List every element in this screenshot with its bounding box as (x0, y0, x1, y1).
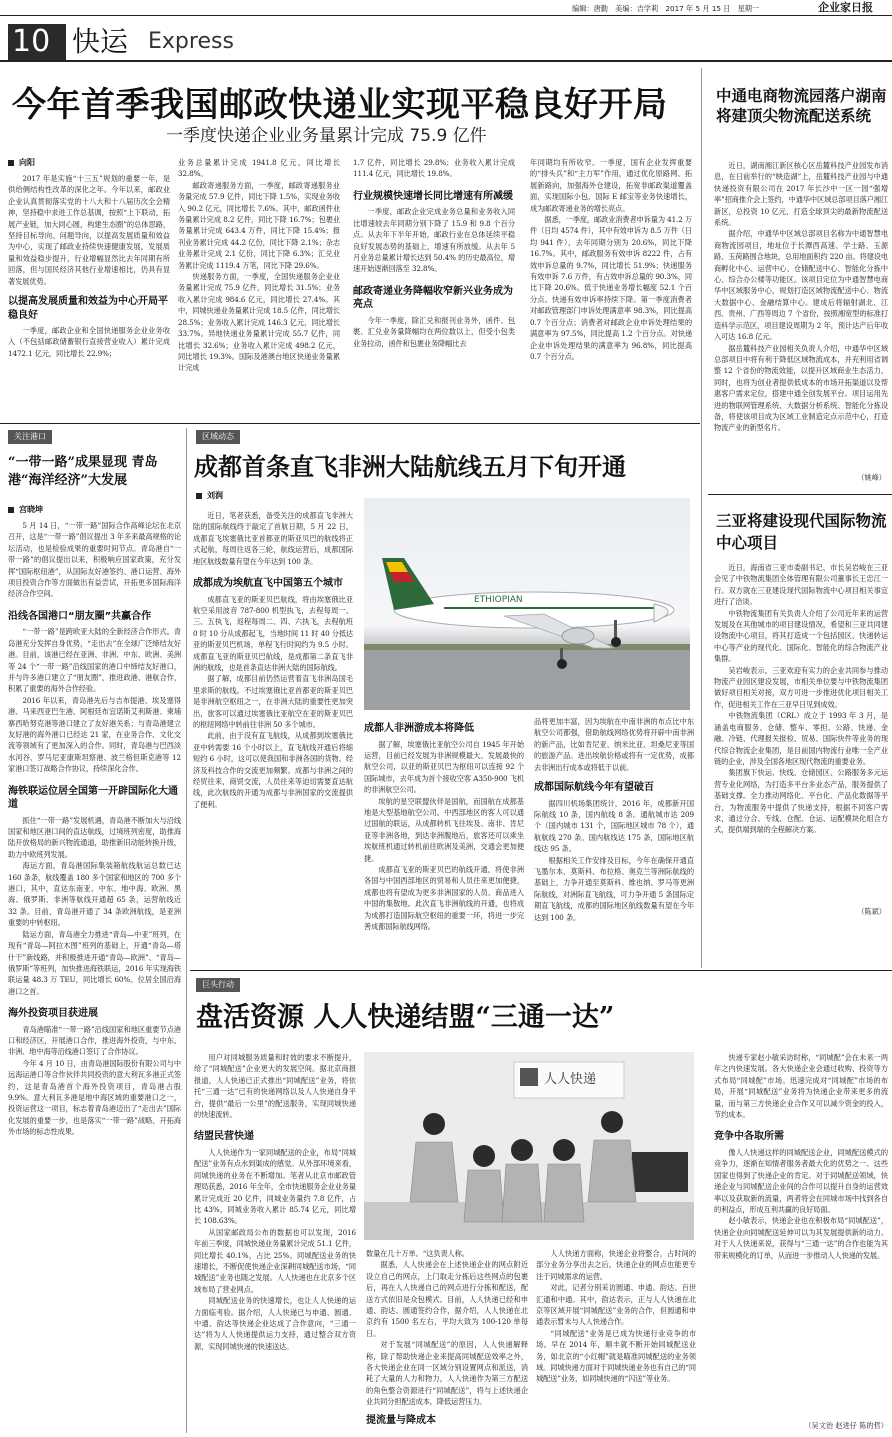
kuaidi-para: 对此，记者分别采访圆通、申通、韵达、百世汇通和中通。其中，韵达表示，正与人人快递在北京等区域开展“同城配送”业务的合作，但圆通和申通表示暂未与人人快递合作。 (536, 1283, 696, 1327)
chengdu-section-tag: 区域动态 (196, 430, 240, 444)
lead-para: 据悉，一季度，邮政业消费者申诉量为 41.2 万件（日均 4574 件），其中有效申诉为 8.5 万件（日均 941 件），去年同期分别为 20.6%，同比下降 16.7%。其中，邮政服务有效申诉 8222 件，占有效申诉总量的 9.7%，同比增长 51.9%；快递服务有效申诉 7.6 万件，有占效申诉总量的 90.3%，同比下降 20.6%。低于快递业务增长幅度 52.1 个百分点。快递有效申诉率持续下降。第一季度消费者对邮政管理部门申诉处理满意率 98.3%，同比提高 0.7 个百分点；消费者对邮政企业申诉处理结果的满意率为 97.5%，同比提高 1.2 个百分点。对快递企业申诉处理结果的满意率为 96.8%，同比提高 0.7 个百分点。 (530, 215, 692, 361)
right-top-body (714, 160, 888, 482)
lead-para: 业务总量累计完成 1941.8 亿元，同比增长 32.8%。 (178, 158, 340, 179)
kuaidi-headline: 盘活资源 人人快递结盟“三通一达” (196, 1002, 615, 1033)
kuaidi-col-1 (194, 1052, 356, 1434)
chengdu-subhead: 成都国际航线今年有望破百 (534, 782, 654, 794)
lead-para: 1.7 亿件，同比增长 29.8%；业务收入累计完成 111.4 亿元，同比增长 19.8%。 (353, 158, 515, 179)
chengdu-para: 成都直飞亚的斯亚贝巴的航线开通，将使非洲各国与中国西部地区的贸易和人员往来更加便捷，成都也将有望成为更多非洲国家的人员、商品进入中国的集散地。此次直飞非洲航线的开通，也将成为成都打造国际航空枢纽的重要一环，将进一步完善成都国际航线网络。 (364, 864, 524, 931)
right-mid-para: 近日，海南省三亚市委副书记、市长吴岩峻在三亚会见了中铁物流集团全体管理有限公司董事长王忠江一行。双方就在三亚建设现代国际物流中心项目相关事宜进行了洽谈。 (714, 563, 888, 607)
left-para: 抓住“一带一路”发展机遇，青岛港不断加大与沿线国家和地区港口间的直达航线，过境班列密度，助推海陆开放格局的新兴物流通道，助推新旧动能转换升级，助力中欧班列发展。 (8, 815, 181, 859)
chengdu-para: 根据相关工作安排及目标，今年在确保开通直飞墨尔本、莫斯科、布拉格、奥克兰等洲际航线的基础上，力争开通至莫斯科、维也纳、罗马等更洲际航线，对洲际直飞航线，可力争开通 5 条国际定期直飞航线，成都的国际地区航线数量有望在今年达到 100 条。 (534, 855, 694, 922)
right-top-para: 据岳麓科技产业园相关负责人介绍，中通华中区域总部项目中将有利于降低区域物流成本，并充利用省调整 12 个省份的物流效能，以提升区域商业生态活力，同时，也将为创业者提供低成本的市场开拓渠道以及帮惠客户需求定位，搭建中通全创发展平台。项目运用先进的物联网管理系统、大数据分析系统、智能化分拣设备，将使该项目成为区域工业制造定点示范中心，打造物流产业的新型名片。 (714, 343, 888, 433)
kuaidi-para: 同城配送业务的快速增长，也让人人快递的运力面临考验。据介绍，人人快递已与申通、圆通、中通、韵达等快递企业达成了合作意向，“三通一达”将为人人快递提供运力支持，通过整合双方资源，实现同城快递的快速送达。 (194, 1296, 356, 1351)
left-para: 青岛港瞄准“一带一路”沿线国家和地区重要节点港口和经济区，开展港口合作，推进海外投资，与中东、非洲、地中海等沿线港口签订了合作协议。 (8, 1024, 181, 1057)
section-rule (0, 423, 700, 424)
lead-subhead: 邮政寄递业务降幅收窄新兴业务成为亮点 (353, 285, 513, 311)
left-byline (8, 504, 181, 516)
chengdu-author: 刘润 (207, 491, 223, 500)
kuaidi-para: 从国家邮政局公布的数据也可以发现，2016 年前三季度，同城快递业务量累计完成 51.1 亿件，同比增长 40.1%，占比 25%。同城配送业务的快速增长，不断促使快递企业深耕同城配送市场，“同城配送”业务也随之发展。人人快递也在北京多个区域布局了营业网点。 (194, 1227, 356, 1294)
right-top-signature: （姚峰） (857, 473, 886, 482)
left-para: 2016 年以来，青岛港先后与吉布提港、埃及塞得港、马来西亚巴生港、阿根廷布宜诺斯艾利斯港、柬埔寨西哈努克港等港口建立了友好港关系；与青岛港建立友好港的海外港口已经达 21 家，在业务合作、文化交流等领域有了更加深入的合作。同时，青岛港与巴西淡水河谷、罗马尼亚康斯坦察港、波兰格但斯克港等 12 家港口签订战略合作协议，持续深化合作。 (8, 695, 181, 774)
lead-byline (8, 157, 170, 169)
left-subhead: 海外投资项目获进展 (8, 1008, 98, 1020)
lead-col-2 (178, 157, 340, 417)
section-name-en: Express (148, 29, 234, 54)
chengdu-para: 成都直飞亚的斯亚贝巴航线，将由埃塞俄比亚航空采用波音 787-800 机型执飞，去程每周一、三、五执飞，返程每周二、四、六执飞，去程航班 0 时 10 分从成都起飞，当地时间 11 时 40 分抵达亚的斯亚贝巴机场，单程飞行时间约为 9.5 小时。成都直飞亚的斯亚贝巴航线，是成都第二条直飞非洲的航线，也是首条直达非洲大陆的国际航线。 (193, 594, 353, 672)
kuaidi-para: “同城配送”业务是已成为快递行业竞争的市场。早在 2014 年，顺丰就不断开始同城配送业务，如北京的“小红帽”就是瞄准同城配送的业务领域。同城快递方面对于同城快递业务也有自己的“同城配送”业务，如同城快递的“闪送”等业务。 (536, 1328, 696, 1384)
team-illustration (364, 1052, 694, 1240)
chengdu-para: 品将更加丰富，因为埃航在中南非洲的布点比中东航空公司都强，借助航线网络优势将开辟中南非洲的新产品，比如肯尼亚、纳米比亚、坦桑尼亚等国的旅游产品。进出埃航价格或将有一定优势，成都去非洲出行成本或将低于以前。 (534, 717, 694, 772)
chengdu-para: 据了解，成都目前仍然运营着直飞非洲岛国毛里求斯的航线。不过埃塞俄比亚首都亚的斯亚贝巴是非洲航空枢纽之一，在非洲大陆的重要性更加突出，旅客可以通过埃塞俄比亚航空在亚的斯亚贝巴的枢纽网络中转前往非洲 50 多个城市。 (193, 674, 353, 729)
kuaidi-col-4 (714, 1052, 888, 1422)
kuaidi-signature: （吴文治 赵进仔 陈的哲） (804, 1421, 888, 1430)
left-para: 陆运方面，青岛港全力推进“青岛—中亚”班列，在现有“青岛—阿拉木图”班列的基础上，开通“青岛—塔什干”新线路，并积极推进开通“青岛—欧洲”、“青岛—俄罗斯”等班列，加快推进海铁联运，2016 年实现海铁联运量 48.3 万 TEU，同比增长 60%。位居全国沿海港口之首。 (8, 929, 181, 996)
airline-livery-text: ETHIOPIAN (474, 595, 523, 605)
kuaidi-col-3 (536, 1248, 696, 1434)
chengdu-col-2 (364, 716, 524, 962)
lead-subhead: 行业规模快速增长同比增速有所减缓 (353, 190, 513, 202)
renren-logo-text: 人人快递 (544, 1072, 597, 1087)
right-top-headline: 中通电商物流园落户湖南 将建顶尖物流配送系统 (716, 86, 887, 125)
lead-col-4 (530, 157, 692, 417)
chengdu-headline: 成都首条直飞非洲大陆航线五月下旬开通 (194, 452, 626, 481)
right-mid-para: 中铁物流集团有关负责人介绍了公司近年来的运营发展及在其他城市的项目建设情况，希望和三亚共同建设物流中心项目，将其打造成一个包括园区、快递转运中心等产业的现代化、国际化、智能化的综合物流产业集群。 (714, 608, 888, 664)
lead-para: 邮政寄递服务方面，一季度，邮政寄递服务业务量完成 57.9 亿件，同比下降 1.5%，实现业务收入 90.2 亿元，同比增长 7.6%。其中，邮政函件业务量累计完成 8.2 亿件，同比下降 16.7%；包裹业务量累计完成 643.4 万件，同比下降 15.4%；报刊业务累计完成 44.2 亿份，同比下降 2.1%；杂志业务累计完成 2.1 亿份，同比下降 6.3%；汇兑业务累计完成 1119.4 万笔，同比下降 29.6%。 (178, 180, 340, 270)
section-name: 快运 (72, 25, 129, 58)
lead-para: 2017 年是实施“十三五”规划的重要一年，是供给侧结构性改革的深化之年。今年以来，邮政业企业认真贯彻落实党的十八大和十八届历次全会精神，坚持稳中求进工作总基调，按照“上下联动，拓展产业链，加大同心圆，构建生态圈”的总体思路，坚持目标导向、问题导向，以提高发展质量和效益为中心，实现了邮政业持续快速健康发展，发展质量和效益稳步提升，行业增幅显然比去年同期有所回落，但与国民经济其他行业增速相比，仍具有显著发展优势。 (8, 174, 170, 286)
lead-para: 快递服务方面，一季度，全国快递服务企业业务量累计完成 75.9 亿件，同比增长 31.5%；业务收入累计完成 984.6 亿元，同比增长 27.4%。其中，同城快递业务量累计完成 18.5 亿件，同比增长 28.5%；业务收入累计完成 146.3 亿元，同比增长 33.7%。异地快递业务量累计完成 55.7 亿件，同比增长 32.6%；业务收入累计完成 498.2 亿元，同比增长 19.3%。国际及港澳台地区快递业务量累计完成 (178, 272, 340, 373)
lead-para: 今年一季度，除汇兑和报刊业务外，函件、包裹、汇兑业务量降幅均在两位数以上，但受小包类业务拉动，函件和包裹业务降幅比去 (353, 315, 515, 348)
airplane-illustration (364, 498, 690, 710)
byline-square-icon (8, 160, 14, 166)
chengdu-para: 近日，笔者获悉，备受关注的成都直飞非洲大陆的国际航线终于敲定了首航日期，5 月 22 日，成都直飞埃塞俄比亚首都亚的斯亚贝巴的航线将正式起航，每周往返各三轮，航线运营后，成都国际地区航线数量有望在今年达到 100 条。 (193, 511, 353, 566)
column-rule (701, 68, 702, 968)
kuaidi-para: 快递专家赵小敏采访时称，“同城配”会在未来一两年之内快速发展。各大快递企业会通过收购、投资等方式布局“同城配”市场。迅速完成对“同城配”市场的布局，开展“同城配送”业务将为快递企业带来更多的流量，而与第三方快递企业合作又可以减少资金的投入，节约成本。 (714, 1053, 888, 1120)
lead-subhead: 以提高发展质量和效益为中心开局平稳良好 (8, 296, 168, 321)
kuaidi-para: 人人快递方面称，快递企业将整合，占时间的部分业务分享出去之后，快递企业的网点也能更专注于同城需求的运营。 (536, 1249, 696, 1281)
left-section-tag: 关注港口 (8, 430, 52, 444)
left-author: 宫晓坤 (19, 505, 43, 514)
left-subhead: 海铁联运位居全国第一开辟国际化大通道 (8, 785, 178, 811)
byline-square-icon (8, 507, 14, 513)
lead-para: 一季度，邮政企业和全国快递服务企业业务收入（不包括邮政储蓄银行直接营业收入）累计完成 1472.1 亿元，同比增长 22.9%； (8, 326, 170, 358)
lead-subtitle: 一季度快递企业业务量累计完成 75.9 亿件 (166, 126, 487, 146)
left-subhead: 沿线各国港口“朋友圈”共赢合作 (8, 610, 152, 622)
right-mid-para: 中铁物流集团（CRL）成立于 1993 年 3 月，是涵盖电商服务、仓储、整车、零担、公路、快递、金融、冷链、代理报关报检、贸易、国际快件等业务的现代综合物流企业集团，是目前国内物流行业唯一全产业链的企业，涉及全国各地区现代物流的重要业务。 (714, 711, 888, 766)
chengdu-byline (196, 490, 223, 502)
right-mid-para: 吴岩峻表示，三亚欢迎有实力的企业共同参与推动物流产业园区建设发展，市相关单位要与中铁物流集团做好项目相关对接，双方可进一步推进优化项目相关工作，促进相关工作在三亚早日见到成效。 (714, 665, 888, 709)
masthead-rule-top (0, 15, 892, 16)
kuaidi-section-tag: 巨头行动 (196, 978, 240, 992)
lead-headline: 今年首季我国邮政快递业实现平稳良好开局 (12, 85, 668, 125)
chengdu-para: 埃航的星空联盟伙伴是国航，而国航在成都基地是大型基地航空公司。中西部地区的客人可以通过国航的联运，从成都转机飞往埃及、南非、肯尼亚等非洲各地，到达非洲腹地后，旅客还可以乘坐埃航班机通过转机前往欧洲及美洲，交通会更加便捷。 (364, 796, 524, 863)
kuaidi-subhead: 提流量与降成本 (366, 1414, 436, 1426)
kuaidi-para: 用户对同城服务质量和时效的要求不断提升，给了“同城配送”企业更大的发展空间。据北京商报报道，人人快递已正式推出“同城配送”业务，将依托“三通一达”已有的快递网络以及人人快递自身平台，提供“最后一公里”的配送服务，实现同城快递的快速流转。 (194, 1053, 356, 1120)
chengdu-subhead: 成都人非洲游成本将降低 (364, 723, 474, 734)
lead-para: 年同期均有所收窄。一季度，国有企业发挥重要的“排头兵”和“主力军”作用，通过优化原路网、拓展新路向，加强海外仓建设，拓宽非邮政渠道覆盖面，实现国际小包、国际 E 邮宝等业务快速增长，成为邮政寄递业务的增长亮点。 (530, 158, 692, 213)
right-top-para: 近日，湖南湘江新区核心区岳麓科技产业园发布消息，在日前举行的“映造湖”上，岳麓科技产业园与中通快递投资有限公司在 2017 年长沙中一区一园“强增率”招商推介会上签约，中通华中区域总部项目落户湘江新区，总投资 10 亿元，打造全球顶尖的最新物流配送系统。 (714, 161, 888, 228)
right-section-rule (708, 494, 892, 495)
chengdu-subhead: 成都成为埃航直飞中国第五个城市 (193, 578, 343, 590)
left-headline: “一带一路”成果显现 青岛港“海洋经济”大发展 (8, 455, 158, 488)
section-rule (190, 970, 892, 971)
column-rule (186, 428, 187, 1433)
right-mid-signature: （陈斌） (857, 907, 886, 916)
lead-author: 向阳 (19, 158, 35, 167)
chengdu-col-3 (534, 716, 694, 962)
kuaidi-col-2 (366, 1248, 528, 1434)
left-para: 海运方面，青岛港国际集装箱航线航运总数已达 160 条条，航线覆盖 180 多个国家和地区的 700 多个港口，其中，直达东南亚、中东、地中海、欧洲、黑海、俄罗斯、非洲等航线开通超 65 条，运营航线近 32 条。目前，青岛港开通了 34 条欧洲航线，是亚洲重要的中转枢纽。 (8, 861, 181, 928)
lead-col-3 (353, 157, 515, 417)
airplane-photo (364, 498, 690, 710)
chengdu-col-1 (193, 510, 353, 960)
kuaidi-para: 据悉，人人快递会在上述快递企业的网点附近设立自己的网点，上门取走分拣后这些网点的包裹后，再在人人快递自己的网点进行分拣和配送，配送方式依旧是众包模式。目前，人人快递已经和申通、韵达、圆通签约合作，据介绍，人人快递在北京约有 1500 名左右，平均大致为 100-120 单每日。 (366, 1260, 528, 1338)
kuaidi-subhead: 竞争中各取所需 (714, 1131, 784, 1143)
lead-para: 一季度，邮政企业完成业务总量和业务收入同比增速较去年同期分别下降了 15.9 和 9.8 个百分点。从去年下半年开始，邮政行业在总体延续平稳良好发展态势的基础上，增速有所放缓。从去年 5 月业务总量累计增长达到 50.4% 的历史最高位，增速开始逐渐回落至 32.8%。 (353, 207, 515, 274)
left-para: 5 月 14 日，“一带一路”国际合作高峰论坛在北京召开，这是“一带一路”倡议提出 3 年多来最高规格的论坛活动，也是检验成果的重要时间节点。青岛港自“一带一路”的倡议提出以来，积极响应国家政策，充分发挥“国际枢纽港”，从国际友好港签约、港口运营、海外项目投资合作等方面做出有益尝试，开拓更多国际海洋经济合作空间。 (8, 521, 181, 599)
kuaidi-para: 赵小敏表示，快递企业也在积极布局“同城配送”，快递企业向同城配送延伸可以为其发展提供新的动力。对于人人快递来说，获得与“三通一达”的合作也能为其带来规模化的订单，从而进一步推动人人快递的发展。 (714, 1216, 888, 1260)
masthead-rule (0, 60, 892, 62)
left-para: 今年 4 月 10 日，由青岛港国际股份有限公司与中远海运港口等合作伙伴共同投资的意大利瓦多港正式签约，这是青岛港首个海外投资项目，青岛港占股 9.9%。意大利瓦多港是地中海区域的重要港口之一，投资运营这一项目，标志着青岛港迈出了“走出去”国际化发展的重要一步，也是落实“一带一路”战略、开拓海外市场的标志性成果。 (8, 1058, 181, 1137)
paper-name: 企业家日报 (818, 1, 873, 14)
page-number: 10 (12, 24, 51, 59)
right-mid-headline: 三亚将建设现代国际物流中心项目 (716, 511, 887, 552)
kuaidi-para: 人人快递作为一家同城配送的企业，布局“同城配送”业务有点水到渠成的感觉。从外部环境来看，同城快递的业务在不断增加。笔者从北京市邮政管理局获悉，2016 年全年，全市快递服务企业业务量累计完成近 20 亿件，同城业务量约 7.8 亿件，占比 43%，同城业务收入累计 85.74 亿元，同比增长 108.63%。 (194, 1147, 356, 1226)
right-top-para: 据介绍，中通华中区域总部项目名称为中通智慧电商物流园项目，地址位于长潭西高速、学士路、玉源路、玉荷路围合地块，总用地面积约 220 亩。将建设电商孵化中心、运营中心、仓储配送中心、智能化分拣中心、综合办公楼等功能区。该项目定位为中通智慧电商华中区域服务中心，规划打造区域物流配送中心、物流大数据中心、金融结算中心。建成后将辐射湖北、江西、贵州、广西等周边 7 个省份，按照湘宽型的标准打造科学示范区，项目建设周期为 2 年，预计达产后年收入可达 16.8 亿元。 (714, 229, 888, 342)
left-para: “一带一路”是跨欧亚大陆的全新经济合作形式。青岛港充分发挥自身优势，“走出去”在全球广泛缔结友好港。目前，该港已经在亚洲、非洲、中东、欧洲、美洲等 24 个“一带一路”沿线国家的港口中缔结友好港口，并与许多港口建立了“朋友圈”，推进政港、港航合作，积累了重要的海外合作经验。 (8, 627, 181, 694)
kuaidi-para: 像人人快递这样的同城配送企业，同城配送模式的竞争力，逐渐在知情者服务者最大化的优势之一。这些国家也得到了快递企业的肯定。对于同城配送领域，快递企业与同城配送企业间的合作可以提升自身的运营效率以及获取新的流量，两者将会在同城市场中找到各自的利益点，形成互利共赢的良好局面。 (714, 1147, 888, 1214)
masthead (0, 0, 892, 62)
kuaidi-para: 对于发展“同城配送”的原因，人人快递解释称，除了帮助快递企业来提高同城配送效率之外，各大快递企业在同一区域分别设置网点和派送，消耗了大量的人力和物力，人人快递作为第三方配送的角色整合资源进行“同城配送”，将与上述快递企业共同分担配送成本，降低运营压力。 (366, 1340, 528, 1407)
kuaidi-para: 数量在几十万单。“这负责人称。 (366, 1249, 469, 1258)
byline-square-icon (196, 493, 202, 499)
team-photo (364, 1052, 694, 1240)
chengdu-para: 此前，由于没有直飞航线，从成都到埃塞俄比亚中转需要 16 个小时以上，直飞航线开通后将缩短约 6 小时，这可以使我国和非洲各国的货物、经济及科技合作的交流更加频繁。成都与非洲之间的经贸往来，商贸交流，人员往来等迫切需要直达航线，此次航线的开通为成都与非洲国家的交流提供了便利。 (193, 731, 353, 809)
lead-col-1 (8, 157, 170, 417)
right-mid-body (714, 562, 888, 914)
chengdu-para: 据了解，埃塞俄比亚航空公司自 1945 年开始运营，目前已经发展为非洲规模最大、发展最快的航空公司，以亚的斯亚贝巴为枢纽可以连接 92 个国际城市，去年成为首个接收空客 A350-900 飞机的非洲航空公司。 (364, 739, 524, 795)
right-mid-para: 集团旗下快运、快线、仓储园区、公路服务多元运营专业化网络，为打造多平台多业态产品，服务提供了基础支撑。全力推动网络化、平台化、产品化数据等平台，为物流服务中提供了快递支持，根据不同客户需求，通过分合、专线、仓配、仓运、运配模块化组合方式，提供端到端的全程解决方案。 (714, 768, 888, 835)
left-body (8, 504, 181, 1430)
kuaidi-subhead: 结盟民营快递 (194, 1131, 254, 1143)
editor-line: 编辑：唐勤 美编：吉学莉 2017 年 5 月 15 日 星期一 (572, 4, 760, 13)
chengdu-para: 据四川机场集团统计，2016 年，成都新开国际航线 10 条，国内航线 8 条。通航城市达 209 个（国内城市 131 个，国际地区城市 78 个），通航航线 270 条。国内航线达 175 条，国际地区航线达 95 条。 (534, 798, 694, 854)
